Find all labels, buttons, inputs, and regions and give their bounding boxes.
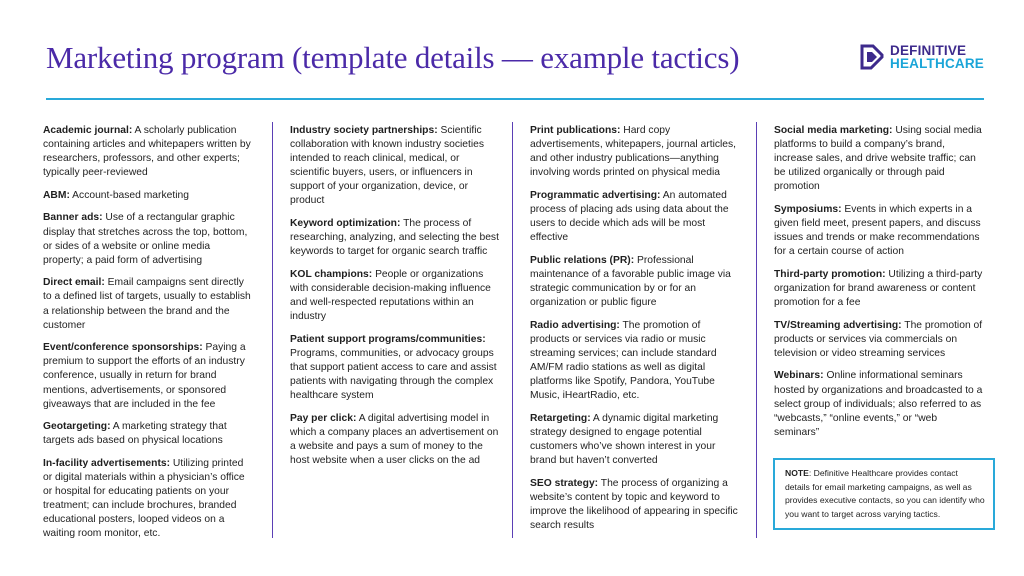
tactic-description: A scholarly publication containing articles and whitepapers written by researchers, professors, and other experts; typically peer-reviewed [43,125,251,179]
tactics-column-4 [774,124,984,448]
tactic-term: Symposiums: [774,203,842,215]
tactics-column-3 [530,124,740,541]
tactic-term: Event/conference sponsorships: [43,342,203,354]
tactic-entry [530,319,740,404]
tactic-description: The process of organizing a website’s content by topic and keyword to improve the likelihood of appearing in specific search results [530,477,738,531]
tactic-term: Direct email: [43,277,105,289]
tactic-description: Utilizing a third-party organization for brand awareness or content promotion for a fee [774,268,983,309]
tactic-entry [774,369,984,439]
tactic-entry [43,420,253,448]
tactic-description: Scientific collaboration with known industry societies intended to reach clinical, medical, or scientific buyers, users, or influencers in support of your organization, device, or product [290,125,485,207]
company-logo [860,44,984,70]
tactic-entry [530,412,740,468]
tactic-term: Pay per click: [290,412,357,424]
tactic-entry [290,412,500,468]
tactic-term: Geotargeting: [43,421,111,433]
tactic-term: Patient support programs/communities: [290,333,486,345]
tactic-description: An automated process of placing ads using data about the users to decide which ads will be most effective [530,189,729,244]
tactic-entry [290,217,500,259]
tactic-description: Account-based marketing [69,189,189,201]
tactic-term: Keyword optimization: [290,218,401,230]
tactic-description: Online informational seminars hosted by organizations and broadcasted to a select group of individuals; also referred to as “webcasts,” “online events,” or “web seminars” [774,370,983,438]
tactic-term: Public relations (PR): [530,254,635,266]
tactic-entry [530,124,740,180]
tactic-entry [43,189,253,203]
tactic-entry [43,457,253,542]
tactic-description: The promotion of products or services via radio or music streaming services; can include standard AM/FM radio stations as well as digital platforms like Spotify, Pandora, YouTube Music, iHeartRadio, etc. [530,319,717,402]
tactic-term: Print publications: [530,125,621,136]
tactic-description: Utilizing printed or digital materials within a physician’s office or hospital for educating patients on your treatment; can include brochures, branded educational posters, looped videos on a waiting room monitor, etc. [43,457,245,540]
tactic-term: Social media marketing: [774,125,893,136]
tactics-column-1 [43,124,253,550]
tactic-description: A dynamic digital marketing strategy designed to engage potential customers who’ve shown interest in your brand but haven’t converted [530,412,719,466]
tactic-entry [530,189,740,245]
tactic-description: A marketing strategy that targets ads based on physical locations [43,421,227,447]
tactic-term: Radio advertising: [530,319,620,331]
tactic-description: Email campaigns sent directly to a defined list of targets, usually to establish a relationship between the brand and the customer [43,277,251,331]
tactic-term: Retargeting: [530,412,591,424]
column-divider [756,122,757,538]
column-divider [512,122,513,538]
tactic-entry [43,124,253,180]
tactic-term: TV/Streaming advertising: [774,319,902,331]
tactic-term: Academic journal: [43,125,133,136]
page-title: Marketing program (template details — example tactics) [46,40,740,75]
tactic-term: Programmatic advertising: [530,189,661,201]
note-text: : Definitive Healthcare provides contact details for email marketing campaigns, as well as provides executive contacts, so you can identify who you want to target across varying tactics. [785,468,985,519]
tactic-entry [530,477,740,533]
header-rule [46,98,984,100]
tactic-entry [43,276,253,332]
tactic-entry [43,211,253,267]
tactic-term: Webinars: [774,370,824,382]
tactic-term: In-facility advertisements: [43,457,171,469]
tactic-term: KOL champions: [290,268,373,280]
tactic-description: Events in which experts in a given field meet, present papers, and discuss issues and trends or make recommendations for a certain course of action [774,203,981,258]
note-label: NOTE [785,468,809,478]
tactic-term: Third-party promotion: [774,268,886,280]
definitive-logo-icon [860,44,884,70]
tactic-description: Programs, communities, or advocacy groups that support patient access to care and assist patients with navigating through the complex healthcare system [290,347,497,402]
tactic-description: People or organizations with considerable decision-making influence and well-respected reputations within an industry [290,268,491,323]
tactic-term: Banner ads: [43,212,103,224]
tactic-description: Professional maintenance of a favorable public image via strategic communication by or for an organization or public figure [530,254,731,309]
tactic-entry [290,124,500,209]
tactic-description: Use of a rectangular graphic display that stretches across the top, bottom, or sides of a website or online media property; a paid form of advertising [43,212,248,266]
tactic-entry [774,124,984,194]
tactic-term: ABM: [43,189,70,201]
tactic-entry [774,319,984,361]
tactic-entry [290,268,500,324]
logo-text-line2: HEALTHCARE [890,56,984,71]
tactic-description: Using social media platforms to build a company’s brand, increase sales, and drive website traffic; can be utilized organically or through paid promotion [774,125,982,193]
tactic-term: Industry society partnerships: [290,125,438,136]
tactics-column-2 [290,124,500,477]
tactic-term: SEO strategy: [530,477,599,489]
tactic-description: The promotion of products or services via commercials on television or video streaming services [774,319,983,359]
tactic-entry [43,341,253,411]
tactic-entry [290,333,500,403]
tactic-description: Paying a premium to support the efforts of an industry conference, usually in return for brand mentions, advertisements, or sponsored giveaways that are included in the fee [43,342,246,410]
column-divider [272,122,273,538]
note-box [773,458,995,530]
tactic-entry [774,203,984,259]
tactic-description: Hard copy advertisements, whitepapers, journal articles, and other industry publications—anything involving words printed on physical media [530,125,737,179]
tactic-entry [530,254,740,310]
tactic-entry [774,268,984,310]
tactic-description: The process of researching, analyzing, and selecting the best keywords to target for organic search traffic [290,218,499,258]
logo-text-line1: DEFINITIVE [890,43,967,58]
tactic-description: A digital advertising model in which a company places an advertisement on a website and pays a sum of money to the host website when a user clicks on the ad [290,412,499,466]
